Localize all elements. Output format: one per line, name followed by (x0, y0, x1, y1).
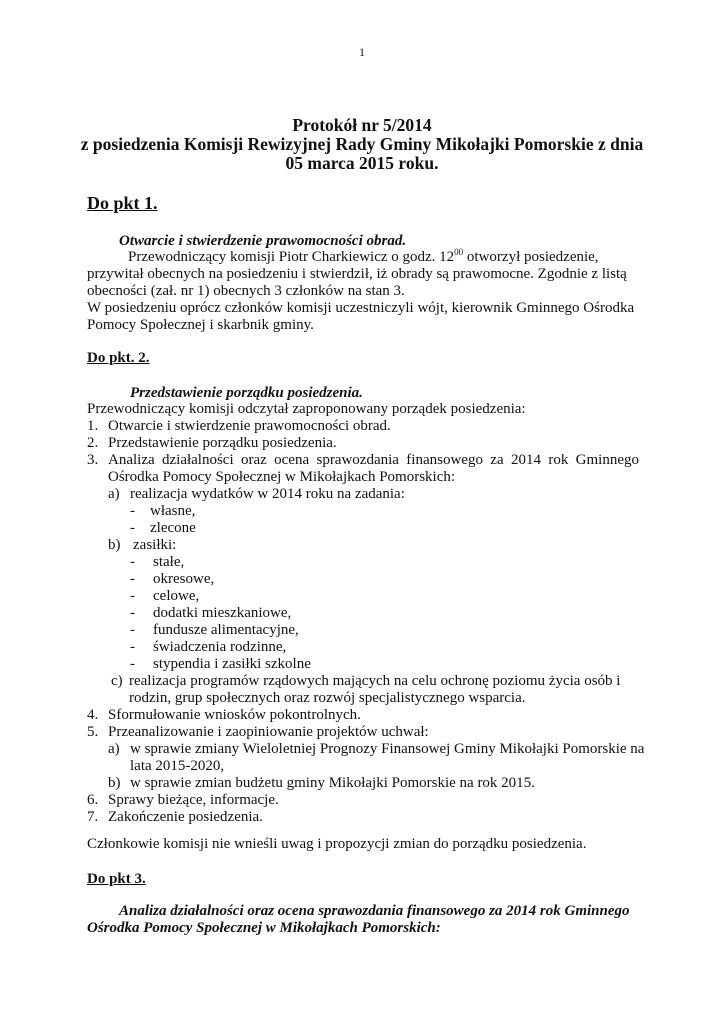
agenda-closing-note: Członkowie komisji nie wnieśli uwag i propozycji zmian do porządku posiedzenia. (87, 836, 587, 852)
agenda-3c-letter: c) (111, 673, 123, 689)
heading-pkt3: Do pkt 3. (87, 871, 146, 887)
agenda-item-4-number: 4. (87, 707, 99, 723)
list-dash: - (130, 622, 135, 638)
agenda-3a-item: zlecone (150, 520, 196, 536)
agenda-3b-item: fundusze alimentacyjne, (153, 622, 299, 638)
agenda-5b: w sprawie zmian budżetu gminy Mikołajki Pomorskie na rok 2015. (130, 775, 535, 791)
agenda-3b-item: celowe, (153, 588, 200, 604)
pkt2-subtitle: Przedstawienie porządku posiedzenia. (130, 385, 363, 401)
agenda-item-3-line1: Analiza działalności oraz ocena sprawozdania finansowego za 2014 rok Gminnego (108, 452, 639, 468)
agenda-5a-letter: a) (108, 741, 120, 757)
agenda-3b-item: świadczenia rodzinne, (153, 639, 287, 655)
page-number: 1 (359, 45, 365, 59)
list-dash: - (130, 520, 135, 536)
agenda-item-4: Sformułowanie wniosków pokontrolnych. (108, 707, 361, 723)
agenda-item-6-number: 6. (87, 792, 99, 808)
pkt3-subtitle-line1: Analiza działalności oraz ocena sprawozdania finansowego za 2014 rok Gminnego (119, 903, 630, 919)
agenda-3b-item: stałe, (153, 554, 185, 570)
list-dash: - (130, 588, 135, 604)
pkt1-paragraph-line4: W posiedzeniu oprócz członków komisji uczestniczyli wójt, kierownik Gminnego Ośrodka (87, 300, 635, 316)
protocol-title: Protokół nr 5/2014 (292, 115, 432, 135)
pkt1-paragraph-line2: przywitał obecnych na posiedzeniu i stwierdził, iż obrady są prawomocne. Zgodnie z listą (87, 266, 627, 282)
agenda-3a-item: własne, (150, 503, 196, 519)
agenda-item-2-number: 2. (87, 435, 99, 451)
list-dash: - (130, 503, 135, 519)
protocol-subtitle-line1: z posiedzenia Komisji Rewizyjnej Rady Gminy Mikołajki Pomorskie z dnia (80, 134, 644, 154)
agenda-5b-letter: b) (108, 775, 121, 791)
agenda-3b-letter: b) (108, 537, 121, 553)
pkt1-paragraph-line5: Pomocy Społecznej i skarbnik gminy. (87, 317, 314, 333)
agenda-item-1-number: 1. (87, 418, 99, 434)
protocol-subtitle-line2: 05 marca 2015 roku. (285, 153, 439, 173)
list-dash: - (130, 605, 135, 621)
list-dash: - (130, 656, 135, 672)
agenda-3c-line1: realizacja programów rządowych mających na celu ochronę poziomu życia osób i (129, 673, 621, 689)
pkt1-paragraph-line1: Przewodniczący komisji Piotr Charkiewicz o godz. $12^{00}$ otworzył posiedzenie, (128, 247, 599, 265)
agenda-item-6: Sprawy bieżące, informacje. (108, 792, 279, 808)
list-dash: - (130, 554, 135, 570)
agenda-3a-text: realizacja wydatków w 2014 roku na zadania: (130, 486, 405, 502)
pkt1-paragraph-line3: obecności (zał. nr 1) obecnych 3 członków na stan 3. (87, 283, 405, 299)
agenda-3b-item: stypendia i zasiłki szkolne (153, 656, 311, 672)
agenda-item-5-number: 5. (87, 724, 99, 740)
agenda-3b-item: okresowe, (153, 571, 215, 587)
agenda-5a-line2: lata 2015-2020, (130, 758, 225, 774)
agenda-3b-text: zasiłki: (133, 537, 177, 553)
agenda-item-3-line2: Ośrodka Pomocy Społecznej w Mikołajkach Pomorskich: (108, 469, 456, 485)
agenda-5a-line1: w sprawie zmiany Wieloletniej Prognozy Finansowej Gminy Mikołajki Pomorskie na (130, 741, 645, 757)
heading-pkt2: Do pkt. 2. (87, 350, 150, 366)
agenda-item-7: Zakończenie posiedzenia. (108, 809, 263, 825)
heading-pkt1: Do pkt 1. (87, 193, 158, 213)
agenda-3c-line2: rodzin, grup społecznych oraz rozwój specjalistycznego wsparcia. (129, 690, 526, 706)
agenda-3b-item: dodatki mieszkaniowe, (153, 605, 292, 621)
agenda-item-2: Przedstawienie porządku posiedzenia. (108, 435, 337, 451)
agenda-item-1: Otwarcie i stwierdzenie prawomocności obrad. (108, 418, 391, 434)
agenda-item-3-number: 3. (87, 452, 99, 468)
pkt3-subtitle-line2: Ośrodka Pomocy Społecznej w Mikołajkach Pomorskich: (87, 920, 441, 936)
list-dash: - (130, 639, 135, 655)
pkt1-subtitle: Otwarcie i stwierdzenie prawomocności obrad. (119, 233, 407, 249)
list-dash: - (130, 571, 135, 587)
agenda-item-5: Przeanalizowanie i zaopiniowanie projektów uchwał: (108, 724, 429, 740)
agenda-3a-letter: a) (108, 486, 120, 502)
agenda-intro: Przewodniczący komisji odczytał zaproponowany porządek posiedzenia: (87, 401, 526, 417)
agenda-item-7-number: 7. (87, 809, 99, 825)
